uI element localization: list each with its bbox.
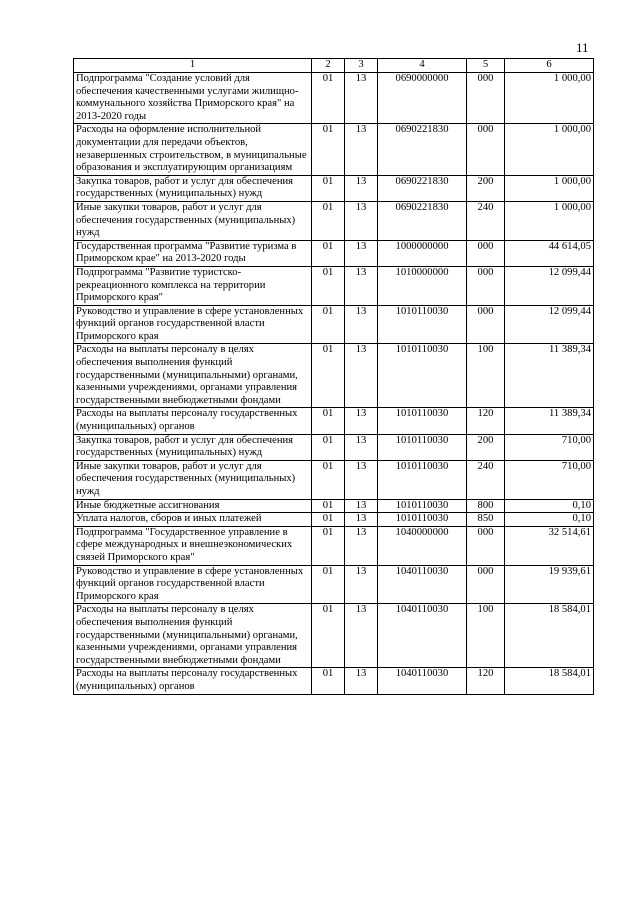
section-code-cell: 01 bbox=[312, 513, 345, 527]
column-header: 4 bbox=[378, 59, 467, 73]
row-name-cell: Подпрограмма "Создание условий для обеспечения качественными услугами жилищно-коммунального хозяйства Приморского края" на 2013-2020 годы bbox=[74, 73, 312, 124]
target-article-cell: 0690221830 bbox=[378, 124, 467, 175]
amount-cell: 1 000,00 bbox=[505, 73, 594, 124]
expense-type-cell: 120 bbox=[467, 668, 505, 694]
row-name-cell: Подпрограмма "Развитие туристско-рекреационного комплекса на территории Приморского края" bbox=[74, 266, 312, 305]
amount-cell: 11 389,34 bbox=[505, 344, 594, 408]
table-row bbox=[74, 124, 594, 175]
section-code-cell: 01 bbox=[312, 434, 345, 460]
subsection-code-cell: 13 bbox=[345, 668, 378, 694]
section-code-cell: 01 bbox=[312, 526, 345, 565]
subsection-code-cell: 13 bbox=[345, 73, 378, 124]
row-name-cell: Закупка товаров, работ и услуг для обеспечения государственных (муниципальных) нужд bbox=[74, 434, 312, 460]
subsection-code-cell: 13 bbox=[345, 460, 378, 499]
amount-cell: 12 099,44 bbox=[505, 266, 594, 305]
expense-type-cell: 000 bbox=[467, 240, 505, 266]
amount-cell: 1 000,00 bbox=[505, 124, 594, 175]
subsection-code-cell: 13 bbox=[345, 434, 378, 460]
table-row bbox=[74, 73, 594, 124]
table-row bbox=[74, 266, 594, 305]
table-row bbox=[74, 668, 594, 694]
table-body bbox=[74, 73, 594, 695]
expense-type-cell: 000 bbox=[467, 266, 505, 305]
row-name-cell: Иные закупки товаров, работ и услуг для обеспечения государственных (муниципальных) нужд bbox=[74, 460, 312, 499]
target-article-cell: 1010110030 bbox=[378, 408, 467, 434]
table-row bbox=[74, 526, 594, 565]
column-header: 3 bbox=[345, 59, 378, 73]
subsection-code-cell: 13 bbox=[345, 344, 378, 408]
target-article-cell: 1010110030 bbox=[378, 434, 467, 460]
section-code-cell: 01 bbox=[312, 124, 345, 175]
row-name-cell: Закупка товаров, работ и услуг для обеспечения государственных (муниципальных) нужд bbox=[74, 175, 312, 201]
row-name-cell: Расходы на выплаты персоналу в целях обеспечения выполнения функций государственными (муниципальными) органами, казенными учреждениями, органами управления государственными внебюджетными фондами bbox=[74, 604, 312, 668]
target-article-cell: 1010110030 bbox=[378, 513, 467, 527]
section-code-cell: 01 bbox=[312, 499, 345, 513]
column-header: 6 bbox=[505, 59, 594, 73]
section-code-cell: 01 bbox=[312, 565, 345, 604]
expense-type-cell: 000 bbox=[467, 73, 505, 124]
table-row bbox=[74, 434, 594, 460]
table-row bbox=[74, 344, 594, 408]
target-article-cell: 1040110030 bbox=[378, 565, 467, 604]
table-row bbox=[74, 499, 594, 513]
section-code-cell: 01 bbox=[312, 266, 345, 305]
target-article-cell: 1040110030 bbox=[378, 604, 467, 668]
expense-type-cell: 100 bbox=[467, 344, 505, 408]
subsection-code-cell: 13 bbox=[345, 305, 378, 344]
amount-cell: 32 514,61 bbox=[505, 526, 594, 565]
section-code-cell: 01 bbox=[312, 240, 345, 266]
row-name-cell: Расходы на выплаты персоналу государственных (муниципальных) органов bbox=[74, 408, 312, 434]
target-article-cell: 1010110030 bbox=[378, 305, 467, 344]
subsection-code-cell: 13 bbox=[345, 604, 378, 668]
target-article-cell: 1010110030 bbox=[378, 344, 467, 408]
amount-cell: 18 584,01 bbox=[505, 668, 594, 694]
column-header: 5 bbox=[467, 59, 505, 73]
table-row bbox=[74, 604, 594, 668]
row-name-cell: Руководство и управление в сфере установленных функций органов государственной власти Приморского края bbox=[74, 305, 312, 344]
section-code-cell: 01 bbox=[312, 201, 345, 240]
expense-type-cell: 000 bbox=[467, 124, 505, 175]
row-name-cell: Уплата налогов, сборов и иных платежей bbox=[74, 513, 312, 527]
subsection-code-cell: 13 bbox=[345, 565, 378, 604]
amount-cell: 710,00 bbox=[505, 434, 594, 460]
amount-cell: 710,00 bbox=[505, 460, 594, 499]
row-name-cell: Иные бюджетные ассигнования bbox=[74, 499, 312, 513]
target-article-cell: 1040110030 bbox=[378, 668, 467, 694]
target-article-cell: 1010110030 bbox=[378, 499, 467, 513]
section-code-cell: 01 bbox=[312, 408, 345, 434]
section-code-cell: 01 bbox=[312, 668, 345, 694]
target-article-cell: 1010000000 bbox=[378, 266, 467, 305]
table-row bbox=[74, 240, 594, 266]
amount-cell: 1 000,00 bbox=[505, 175, 594, 201]
section-code-cell: 01 bbox=[312, 73, 345, 124]
table-row bbox=[74, 305, 594, 344]
row-name-cell: Расходы на выплаты персоналу государственных (муниципальных) органов bbox=[74, 668, 312, 694]
subsection-code-cell: 13 bbox=[345, 526, 378, 565]
amount-cell: 0,10 bbox=[505, 499, 594, 513]
amount-cell: 19 939,61 bbox=[505, 565, 594, 604]
section-code-cell: 01 bbox=[312, 460, 345, 499]
table-row bbox=[74, 513, 594, 527]
row-name-cell: Государственная программа "Развитие туризма в Приморском крае" на 2013-2020 годы bbox=[74, 240, 312, 266]
subsection-code-cell: 13 bbox=[345, 240, 378, 266]
expense-type-cell: 100 bbox=[467, 604, 505, 668]
expense-type-cell: 200 bbox=[467, 175, 505, 201]
target-article-cell: 1000000000 bbox=[378, 240, 467, 266]
expense-type-cell: 200 bbox=[467, 434, 505, 460]
subsection-code-cell: 13 bbox=[345, 266, 378, 305]
row-name-cell: Иные закупки товаров, работ и услуг для обеспечения государственных (муниципальных) нужд bbox=[74, 201, 312, 240]
row-name-cell: Расходы на выплаты персоналу в целях обеспечения выполнения функций государственными (муниципальными) органами, казенными учреждениями, органами управления государственными внебюджетными фондами bbox=[74, 344, 312, 408]
subsection-code-cell: 13 bbox=[345, 124, 378, 175]
amount-cell: 1 000,00 bbox=[505, 201, 594, 240]
expense-type-cell: 240 bbox=[467, 201, 505, 240]
budget-table bbox=[73, 58, 594, 695]
expense-type-cell: 000 bbox=[467, 565, 505, 604]
subsection-code-cell: 13 bbox=[345, 175, 378, 201]
expense-type-cell: 850 bbox=[467, 513, 505, 527]
expense-type-cell: 000 bbox=[467, 526, 505, 565]
expense-type-cell: 120 bbox=[467, 408, 505, 434]
table-row bbox=[74, 201, 594, 240]
section-code-cell: 01 bbox=[312, 344, 345, 408]
row-name-cell: Руководство и управление в сфере установленных функций органов государственной власти Приморского края bbox=[74, 565, 312, 604]
table-row bbox=[74, 408, 594, 434]
target-article-cell: 0690221830 bbox=[378, 201, 467, 240]
amount-cell: 18 584,01 bbox=[505, 604, 594, 668]
section-code-cell: 01 bbox=[312, 604, 345, 668]
expense-type-cell: 240 bbox=[467, 460, 505, 499]
expense-type-cell: 800 bbox=[467, 499, 505, 513]
table-row bbox=[74, 565, 594, 604]
column-header: 2 bbox=[312, 59, 345, 73]
target-article-cell: 0690000000 bbox=[378, 73, 467, 124]
header-row bbox=[74, 59, 594, 73]
amount-cell: 0,10 bbox=[505, 513, 594, 527]
section-code-cell: 01 bbox=[312, 175, 345, 201]
table-row bbox=[74, 460, 594, 499]
page-number: 11 bbox=[576, 40, 589, 55]
target-article-cell: 1010110030 bbox=[378, 460, 467, 499]
amount-cell: 44 614,05 bbox=[505, 240, 594, 266]
amount-cell: 12 099,44 bbox=[505, 305, 594, 344]
subsection-code-cell: 13 bbox=[345, 408, 378, 434]
subsection-code-cell: 13 bbox=[345, 201, 378, 240]
row-name-cell: Расходы на оформление исполнительной документации для передачи объектов, незавершенных строительством, в муниципальные образования и эксплуатирующим организациям bbox=[74, 124, 312, 175]
subsection-code-cell: 13 bbox=[345, 499, 378, 513]
subsection-code-cell: 13 bbox=[345, 513, 378, 527]
table-row bbox=[74, 175, 594, 201]
target-article-cell: 1040000000 bbox=[378, 526, 467, 565]
target-article-cell: 0690221830 bbox=[378, 175, 467, 201]
section-code-cell: 01 bbox=[312, 305, 345, 344]
amount-cell: 11 389,34 bbox=[505, 408, 594, 434]
column-header: 1 bbox=[74, 59, 312, 73]
row-name-cell: Подпрограмма "Государственное управление в сфере международных и внешнеэкономических связей Приморского края" bbox=[74, 526, 312, 565]
expense-type-cell: 000 bbox=[467, 305, 505, 344]
